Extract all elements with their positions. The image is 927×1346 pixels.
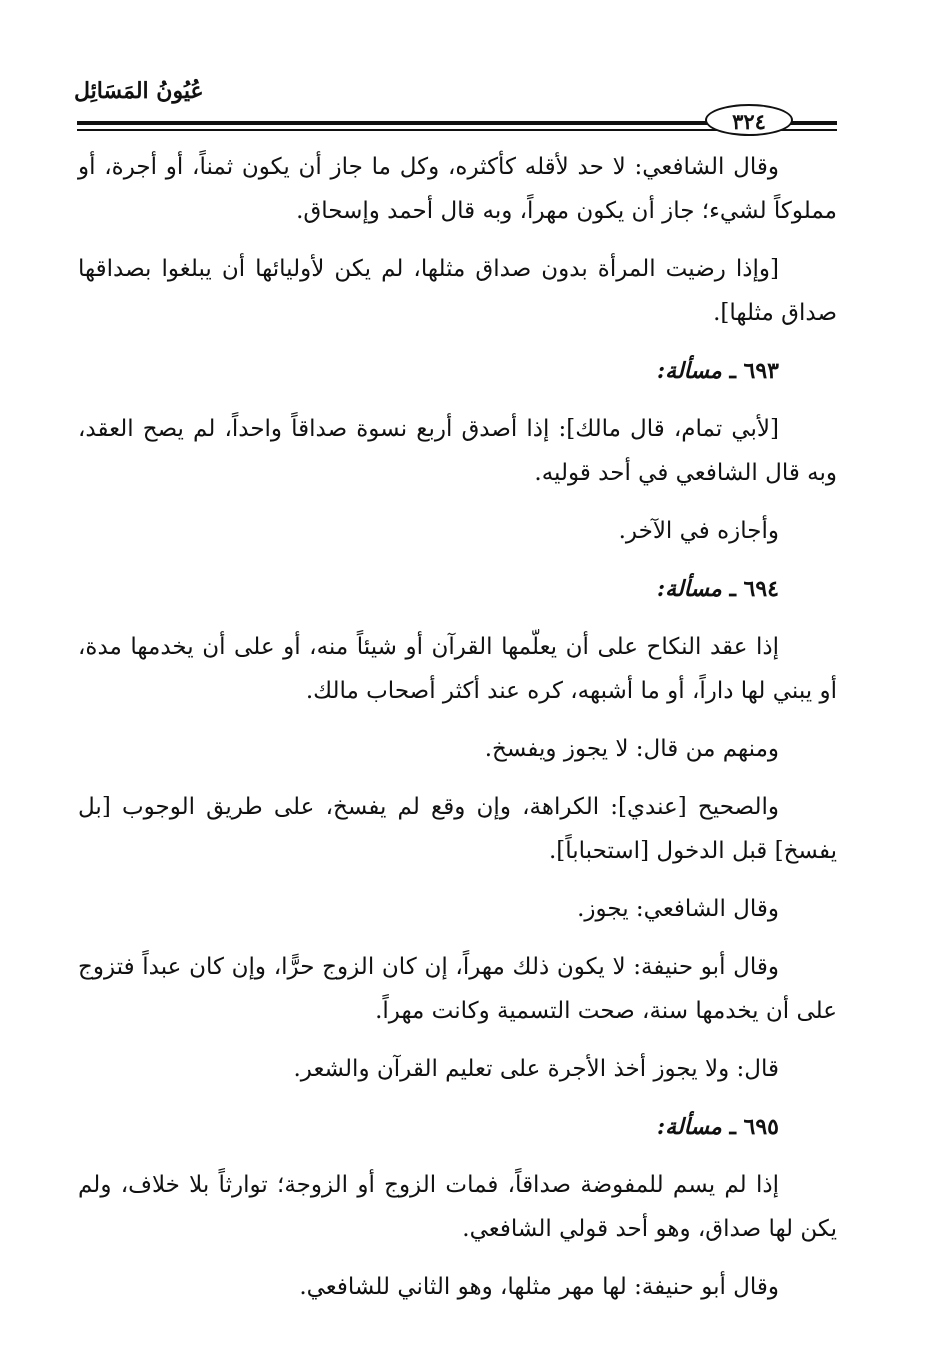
page-body [78, 145, 837, 1323]
issue-number: ٦٩٣ [743, 358, 779, 384]
book-title: عُيُونُ المَسَائِل [74, 78, 204, 104]
paragraph: وقال أبو حنيفة: لا يكون ذلك مهراً، إن كان الزوج حرًّا، وإن كان عبداً فتزوج على أن يخدمها سنة، صحت التسمية وكانت مهراً. [78, 954, 837, 1024]
paragraph: إذا عقد النكاح على أن يعلّمها القرآن أو شيئاً منه، أو على أن يخدمها مدة، أو يبني لها داراً، أو ما أشبهه، كره عند أكثر أصحاب مالك. [78, 634, 837, 704]
paragraph: [لأبي تمام، قال مالك]: إذا أصدق أربع نسوة صداقاً واحداً، لم يصح العقد، وبه قال الشافعي في أحد قوليه. [78, 416, 837, 486]
paragraph: إذا لم يسم للمفوضة صداقاً، فمات الزوج أو الزوجة؛ توارثاً بلا خلاف، ولم يكن لها صداق، وهو أحد قولي الشافعي. [78, 1172, 837, 1242]
paragraph: وأجازه في الآخر. [618, 518, 779, 544]
paragraph: ومنهم من قال: لا يجوز ويفسخ. [484, 736, 779, 762]
issue-heading [78, 567, 837, 611]
paragraph: قال: ولا يجوز أخذ الأجرة على تعليم القرآن والشعر. [293, 1056, 779, 1082]
paragraph: [وإذا رضيت المرأة بدون صداق مثلها، لم يكن لأوليائها أن يبلغوا بصداقها صداق مثلها]. [78, 256, 837, 326]
issue-number: ٦٩٤ [743, 576, 779, 602]
issue-separator: ـ [721, 576, 744, 602]
page-header [0, 0, 927, 140]
issue-number: ٦٩٥ [743, 1114, 779, 1140]
paragraph: وقال أبو حنيفة: لها مهر مثلها، وهو الثاني للشافعي. [299, 1274, 779, 1300]
issue-heading [78, 1105, 837, 1149]
issue-label: مسألة: [657, 358, 722, 384]
issue-label: مسألة: [657, 1114, 722, 1140]
page-number: ٣٢٤ [705, 104, 793, 136]
issue-heading [78, 349, 837, 393]
paragraph: والصحيح [عندي]: الكراهة، وإن وقع لم يفسخ، على طريق الوجوب [بل يفسخ] قبل الدخول [استحباباً]. [78, 794, 837, 864]
issue-separator: ـ [721, 358, 744, 384]
paragraph: وقال الشافعي: لا حد لأقله كأكثره، وكل ما جاز أن يكون ثمناً، أو أجرة، أو مملوكاً لشيء؛ جاز أن يكون مهراً، وبه قال أحمد وإسحاق. [78, 154, 837, 224]
issue-separator: ـ [721, 1114, 744, 1140]
issue-label: مسألة: [657, 576, 722, 602]
paragraph: وقال الشافعي: يجوز. [577, 896, 779, 922]
